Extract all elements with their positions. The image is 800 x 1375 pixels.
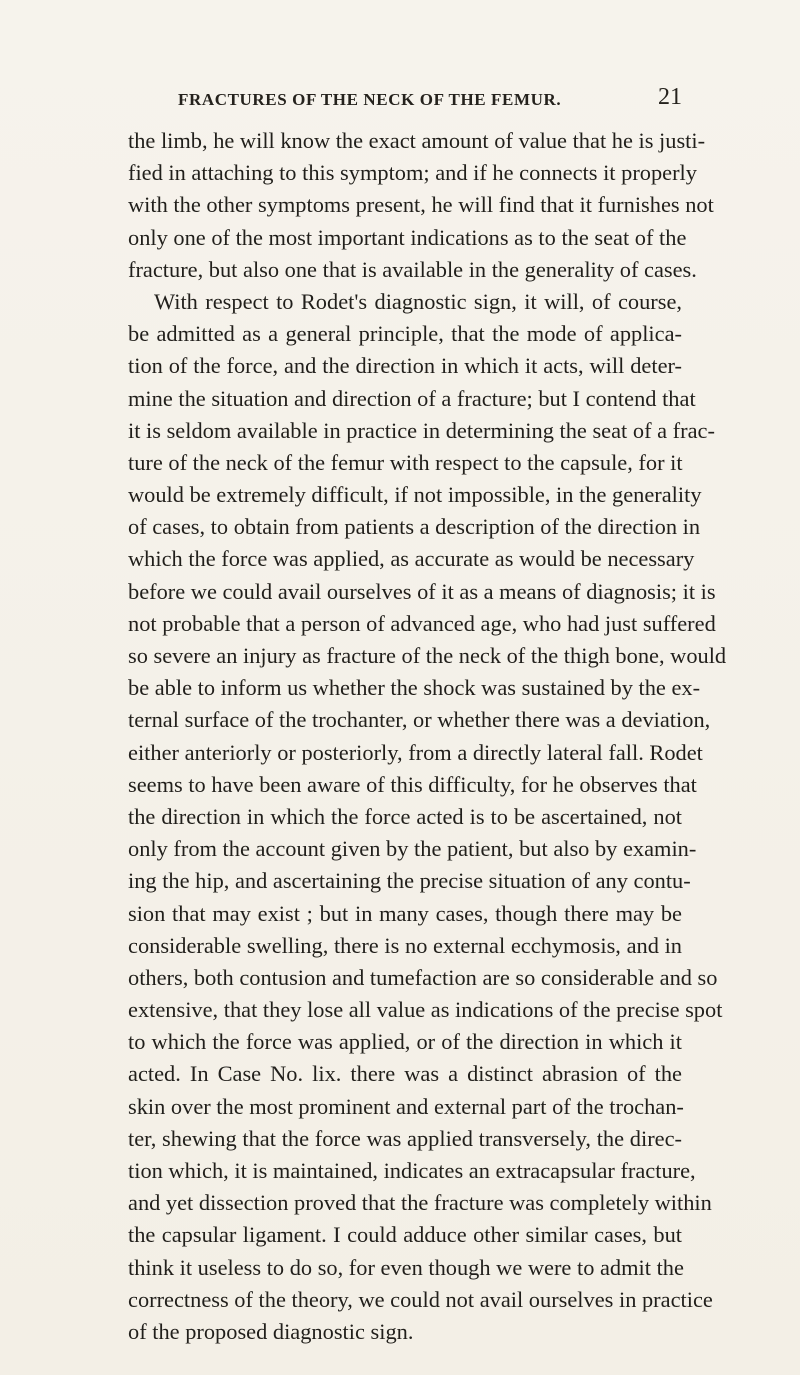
page-number: 21 [658, 84, 682, 110]
body-text [128, 125, 727, 1348]
text-line: others, both contusion and tumefaction are so considerable and so [128, 964, 718, 990]
text-line: so severe an injury as fracture of the neck of the thigh bone, would [128, 643, 727, 668]
text-line: ternal surface of the trochanter, or whether there was a deviation, [128, 707, 711, 733]
running-head: FRACTURES OF THE NECK OF THE FEMUR. [178, 90, 562, 109]
text-line: and yet dissection proved that the fracture was completely within [128, 1190, 712, 1216]
text-line: to which the force was applied, or of the direction in which it [128, 1029, 682, 1055]
text-line: mine the situation and direction of a fracture; but I contend that [128, 385, 696, 411]
page-header [128, 84, 682, 114]
text-line: the direction in which the force acted is to be ascertained, not [128, 803, 682, 829]
text-line: be admitted as a general principle, that the mode of applica- [128, 321, 682, 347]
text-line: only one of the most important indications as to the seat of the [128, 224, 687, 250]
text-line: be able to inform us whether the shock was sustained by the ex- [128, 675, 701, 701]
text-line: the limb, he will know the exact amount of value that he is justi- [128, 128, 706, 153]
text-line: of cases, to obtain from patients a description of the direction in [128, 514, 701, 540]
text-line: extensive, that they lose all value as indications of the precise spot [128, 997, 723, 1023]
text-line: would be extremely difficult, if not impossible, in the generality [128, 482, 702, 508]
text-line: which the force was applied, as accurate as would be necessary [128, 546, 695, 572]
text-line: acted. In Case No. lix. there was a distinct abrasion of the [128, 1061, 682, 1087]
text-line: think it useless to do so, for even though we were to admit the [128, 1254, 684, 1280]
text-line: only from the account given by the patient, but also by examin- [128, 836, 697, 862]
text-line: either anteriorly or posteriorly, from a directly lateral fall. Rodet [128, 739, 703, 765]
text-line: ter, shewing that the force was applied transversely, the direc- [128, 1125, 682, 1151]
text-line: the capsular ligament. I could adduce other similar cases, but [128, 1222, 682, 1248]
text-line: tion of the force, and the direction in which it acts, will deter- [128, 353, 682, 379]
text-line: fied in attaching to this symptom; and if he connects it properly [128, 160, 697, 186]
text-line: before we could avail ourselves of it as a means of diagnosis; it is [128, 578, 716, 604]
text-line: with the other symptoms present, he will find that it furnishes not [128, 192, 714, 218]
text-line: not probable that a person of advanced age, who had just suffered [128, 610, 716, 636]
text-line: sion that may exist ; but in many cases, though there may be [128, 900, 682, 926]
text-line: seems to have been aware of this difficulty, for he observes that [128, 771, 697, 797]
text-line: With respect to Rodet's diagnostic sign, it will, of course, [154, 288, 682, 314]
text-line: tion which, it is maintained, indicates an extracapsular fracture, [128, 1158, 696, 1183]
text-line: correctness of the theory, we could not avail ourselves in practice [128, 1286, 713, 1312]
text-line: considerable swelling, there is no external ecchymosis, and in [128, 932, 682, 958]
text-line: of the proposed diagnostic sign. [128, 1318, 414, 1344]
text-line: ing the hip, and ascertaining the precise situation of any contu- [128, 868, 691, 894]
text-line: fracture, but also one that is available in the generality of cases. [128, 256, 697, 282]
text-line: ture of the neck of the femur with respect to the capsule, for it [128, 449, 683, 475]
text-line: skin over the most prominent and external part of the trochan- [128, 1093, 684, 1119]
text-line: it is seldom available in practice in determining the seat of a frac- [128, 417, 715, 443]
